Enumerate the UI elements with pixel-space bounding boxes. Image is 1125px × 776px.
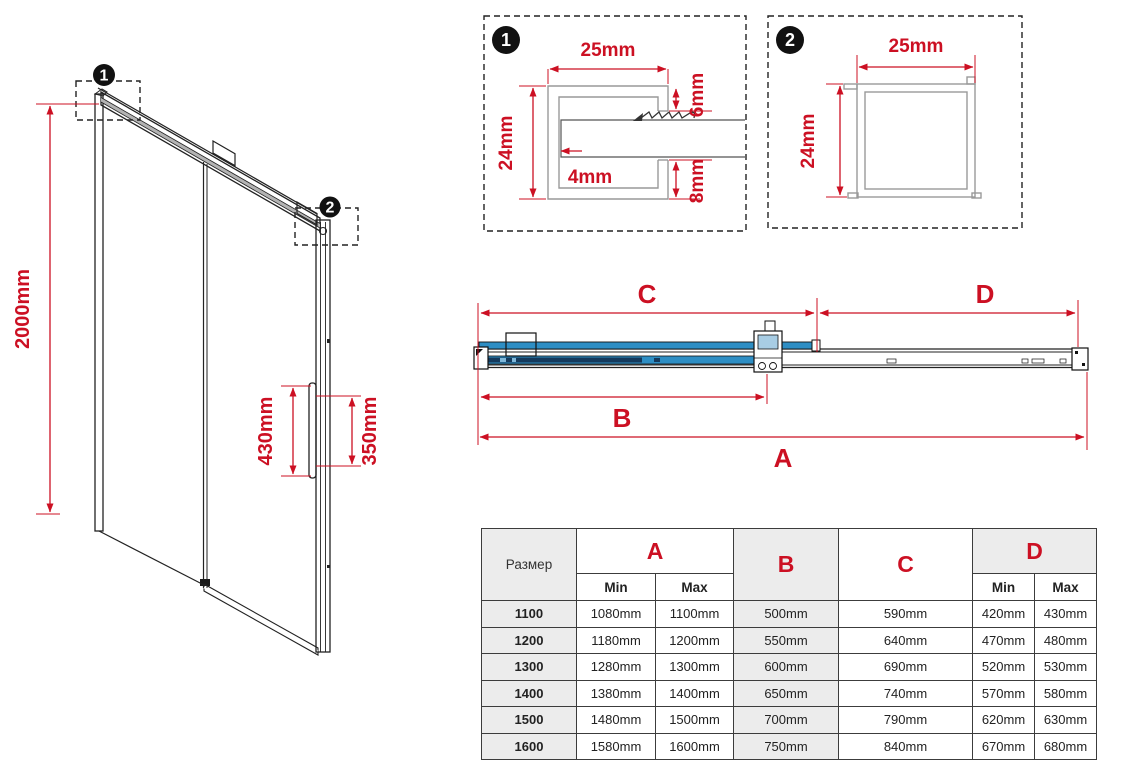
table-row xyxy=(482,627,1097,654)
cell-a-max: 1100mm xyxy=(656,601,734,628)
cell-d-max: 630mm xyxy=(1035,707,1097,734)
cell-a-min: 1580mm xyxy=(577,733,656,760)
cell-a-min: 1180mm xyxy=(577,627,656,654)
cell-d-min: 520mm xyxy=(973,654,1035,681)
detail-2-panel xyxy=(768,16,1022,228)
detail-1-top-inset-label: 6mm xyxy=(687,72,708,118)
callout-2 xyxy=(295,197,358,246)
table-row xyxy=(482,707,1097,734)
detail-2-width-label: 25mm xyxy=(888,36,944,57)
cell-a-max: 1200mm xyxy=(656,627,734,654)
top-rail xyxy=(98,88,320,231)
cell-a-min: 1480mm xyxy=(577,707,656,734)
cell-a-max: 1600mm xyxy=(656,733,734,760)
track-end-cap-left xyxy=(474,347,488,369)
track-fittings xyxy=(887,359,1066,363)
fixed-panel-edge xyxy=(200,162,210,588)
callout-1 xyxy=(76,64,140,120)
fixed-glass-section xyxy=(480,356,770,364)
detail-1-dim-24mm xyxy=(496,86,546,199)
fixed-panel-bottom-edge xyxy=(99,531,204,585)
size-table xyxy=(481,528,1097,760)
detail-1-dim-25mm xyxy=(548,40,668,84)
cell-a-min: 1380mm xyxy=(577,680,656,707)
detail-1-glass xyxy=(561,120,745,157)
dimension-d-label: D xyxy=(975,279,995,309)
detail-2-dim-25mm xyxy=(857,36,975,83)
cell-c: 640mm xyxy=(839,627,973,654)
cell-size: 1100 xyxy=(482,601,577,628)
dimension-430mm xyxy=(255,386,311,476)
detail-1-dim-6mm xyxy=(669,73,712,117)
dimension-b xyxy=(481,374,767,433)
dimension-d xyxy=(820,279,1078,347)
detail-1-width-label: 25mm xyxy=(580,40,636,61)
cell-d-max: 430mm xyxy=(1035,601,1097,628)
detail-2-number: 2 xyxy=(784,30,796,50)
table-header-b: B xyxy=(734,529,839,601)
detail-1-glass-label: 4mm xyxy=(567,167,613,188)
cell-a-min: 1280mm xyxy=(577,654,656,681)
detail-1-number: 1 xyxy=(500,30,512,50)
table-header-c: C xyxy=(839,529,973,601)
detail-1-bottom-inset-label: 8mm xyxy=(687,158,708,204)
cell-c: 590mm xyxy=(839,601,973,628)
left-wall-profile xyxy=(95,94,103,531)
roller-carriage xyxy=(754,321,782,372)
dimension-350mm-label: 350mm xyxy=(359,396,381,466)
cell-b: 750mm xyxy=(734,733,839,760)
sliding-glass-end-cap xyxy=(812,340,820,351)
table-header-d-max: Max xyxy=(1035,574,1097,601)
cell-a-min: 1080mm xyxy=(577,601,656,628)
table-header-a: A xyxy=(577,529,734,574)
cell-size: 1500 xyxy=(482,707,577,734)
cell-d-min: 670mm xyxy=(973,733,1035,760)
table-row xyxy=(482,601,1097,628)
cell-d-min: 570mm xyxy=(973,680,1035,707)
cell-d-min: 420mm xyxy=(973,601,1035,628)
dimension-2000mm-label: 2000mm xyxy=(12,268,34,350)
dimension-2000mm xyxy=(12,104,99,514)
table-header-a-max: Max xyxy=(656,574,734,601)
cell-c: 690mm xyxy=(839,654,973,681)
callout-1-number: 1 xyxy=(99,67,109,85)
cell-b: 700mm xyxy=(734,707,839,734)
table-header-size: Размер xyxy=(482,529,577,601)
dimension-a xyxy=(480,372,1087,473)
callout-2-number: 2 xyxy=(325,199,335,217)
cell-d-min: 470mm xyxy=(973,627,1035,654)
table-row xyxy=(482,680,1097,707)
cell-size: 1200 xyxy=(482,627,577,654)
cell-a-max: 1500mm xyxy=(656,707,734,734)
cell-b: 650mm xyxy=(734,680,839,707)
rail-bracket-mid xyxy=(213,141,235,166)
cell-d-min: 620mm xyxy=(973,707,1035,734)
cell-size: 1400 xyxy=(482,680,577,707)
track-end-cap-right xyxy=(1072,348,1088,370)
dimension-430mm-label: 430mm xyxy=(255,396,277,466)
cell-size: 1300 xyxy=(482,654,577,681)
detail-2-height-label: 24mm xyxy=(798,113,819,169)
detail-2-dim-24mm xyxy=(798,84,847,197)
detail-2-profile xyxy=(844,77,981,198)
cell-b: 550mm xyxy=(734,627,839,654)
detail-1-panel xyxy=(484,16,746,231)
cell-d-max: 480mm xyxy=(1035,627,1097,654)
cell-b: 500mm xyxy=(734,601,839,628)
detail-1-height-label: 24mm xyxy=(496,115,517,171)
cell-a-max: 1400mm xyxy=(656,680,734,707)
sliding-door-stile xyxy=(316,220,330,652)
table-row xyxy=(482,733,1097,760)
detail-1-dim-8mm xyxy=(669,159,712,203)
door-handle xyxy=(309,383,316,478)
cell-d-max: 530mm xyxy=(1035,654,1097,681)
cell-d-max: 580mm xyxy=(1035,680,1097,707)
cell-c: 840mm xyxy=(839,733,973,760)
cell-b: 600mm xyxy=(734,654,839,681)
dimension-a-label: A xyxy=(773,443,793,473)
table-header-d: D xyxy=(973,529,1097,574)
cell-size: 1600 xyxy=(482,733,577,760)
table-row xyxy=(482,654,1097,681)
track-section-view xyxy=(474,279,1088,473)
cell-c: 790mm xyxy=(839,707,973,734)
bottom-rail xyxy=(204,584,318,655)
door-isometric-view xyxy=(12,64,381,655)
table-header-a-min: Min xyxy=(577,574,656,601)
cell-a-max: 1300mm xyxy=(656,654,734,681)
table-header-d-min: Min xyxy=(973,574,1035,601)
dimension-c-label: C xyxy=(637,279,657,309)
cell-d-max: 680mm xyxy=(1035,733,1097,760)
cell-c: 740mm xyxy=(839,680,973,707)
dimension-b-label: B xyxy=(612,403,632,433)
